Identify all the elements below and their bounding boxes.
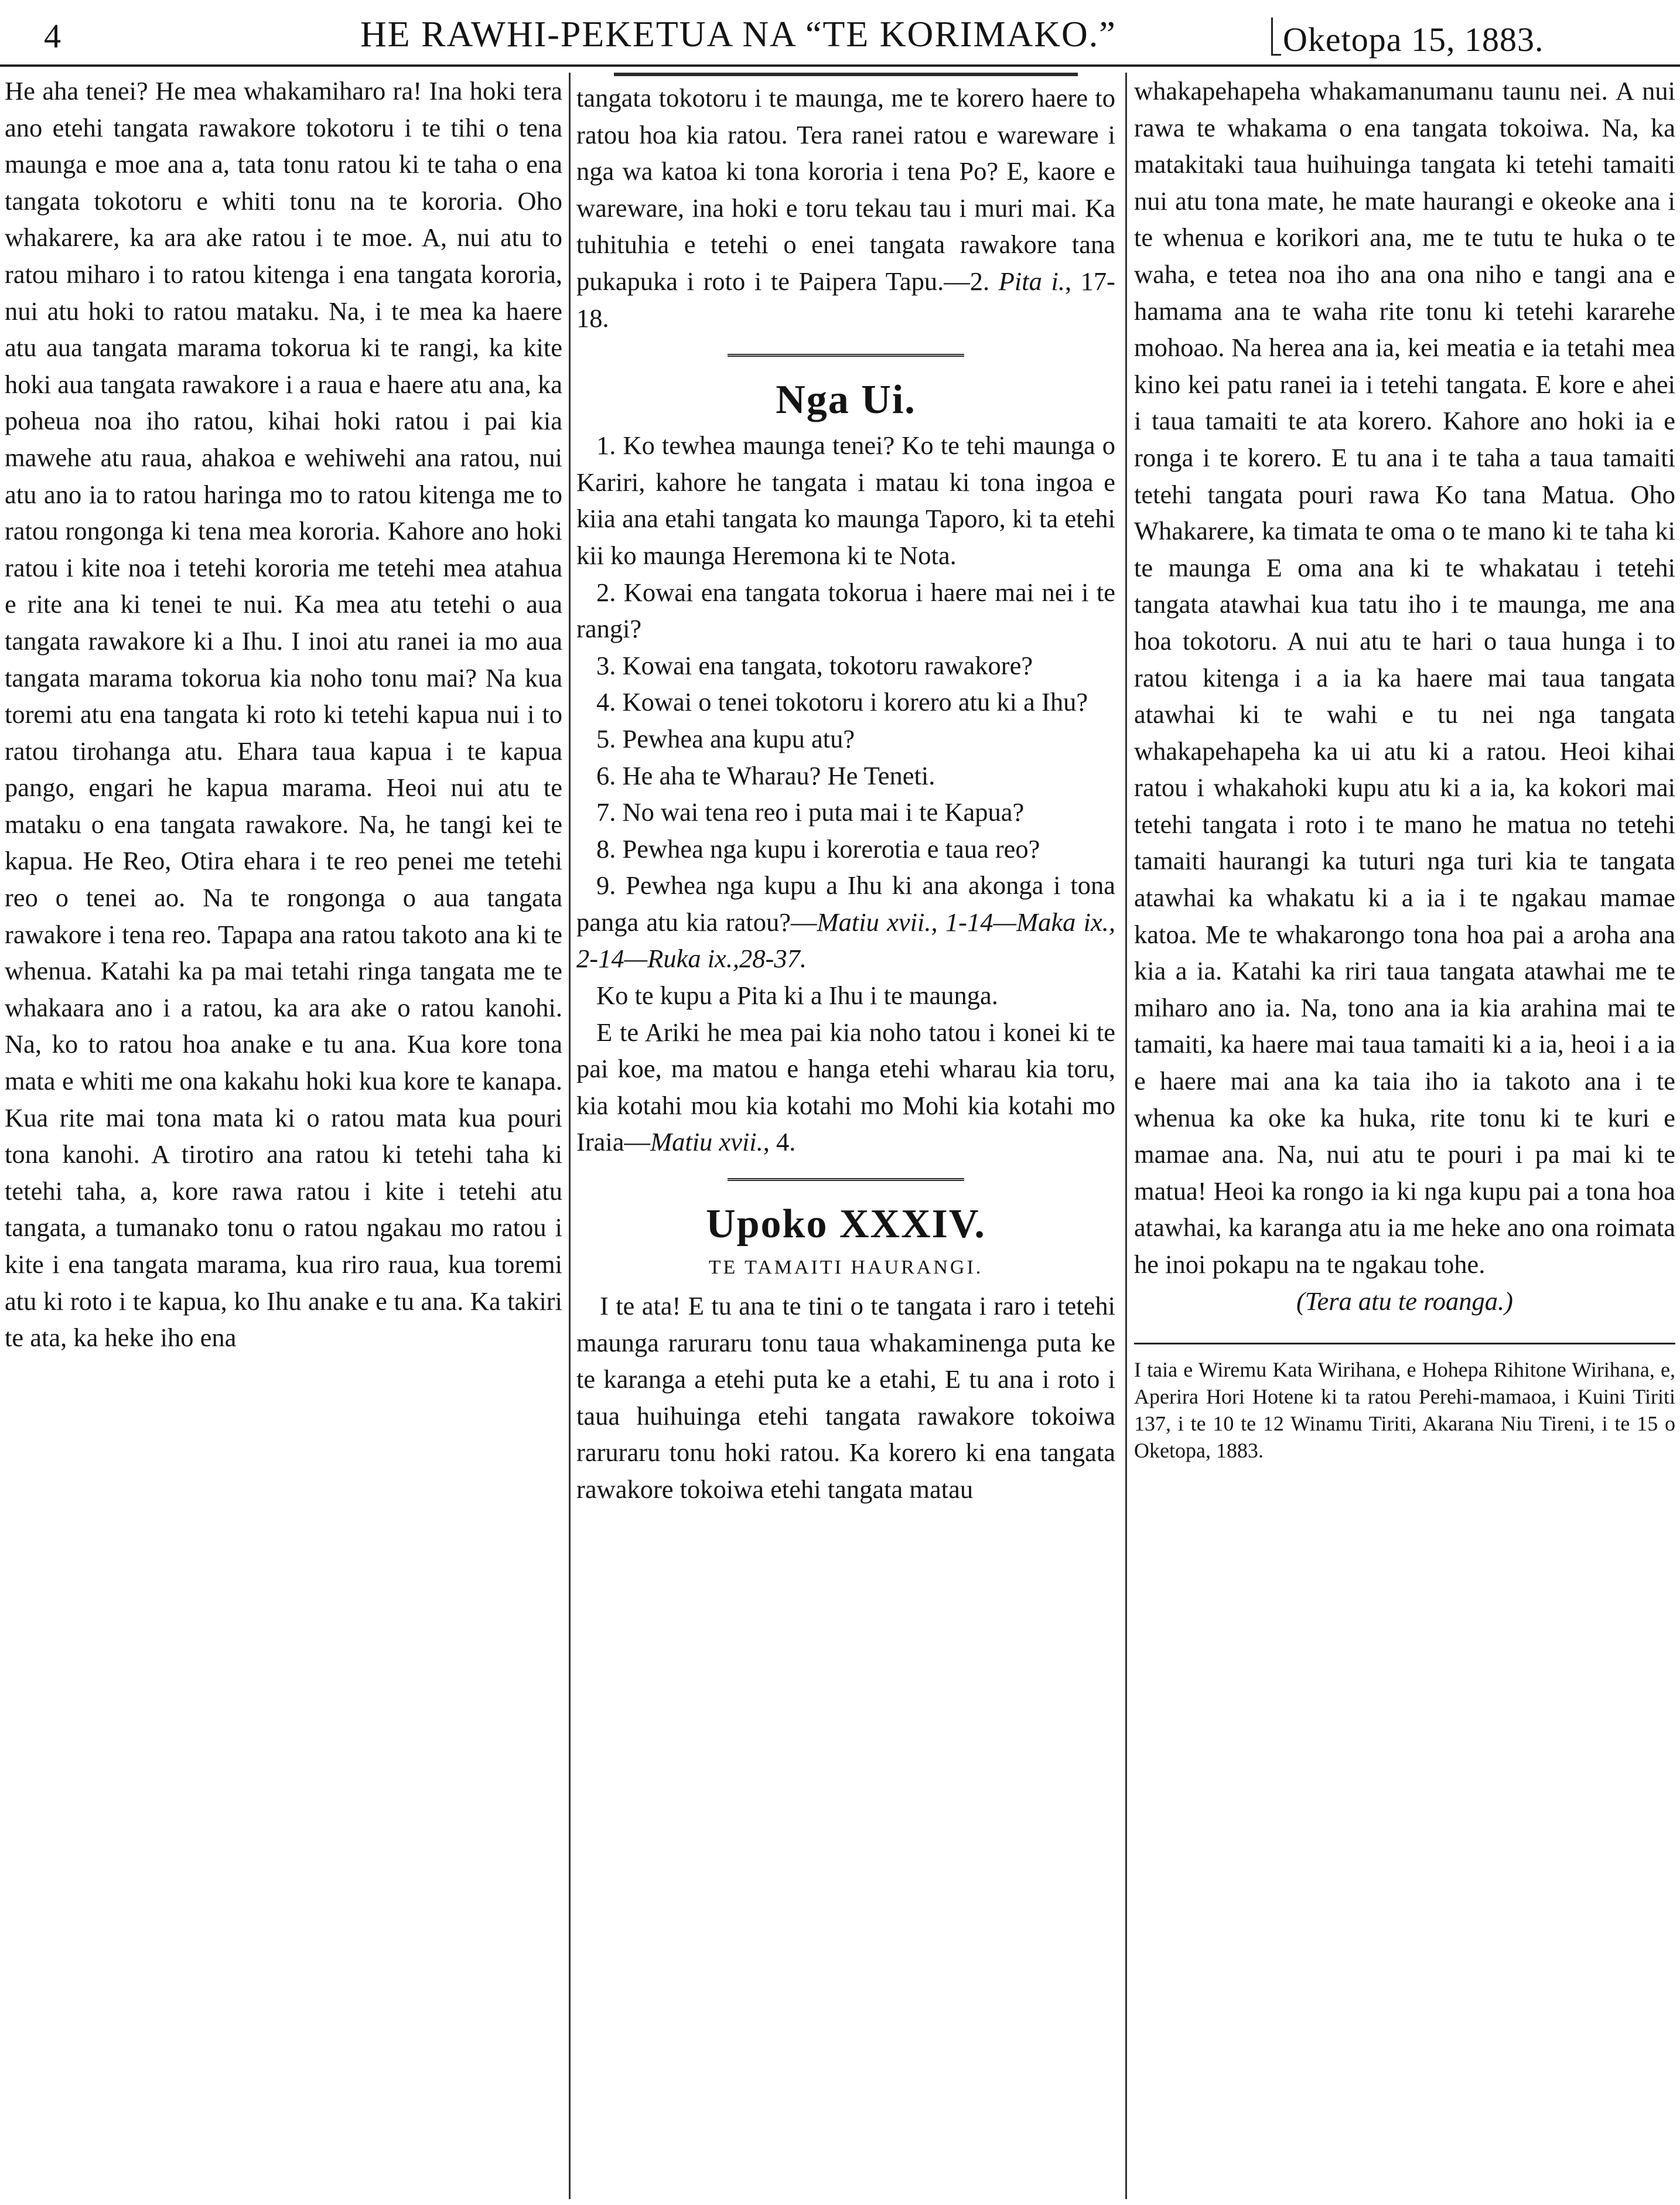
question-item: 3. Kowai ena tangata, tokotoru rawakore?: [596, 650, 1033, 680]
header-rule: [0, 64, 1680, 67]
column-divider: [1125, 73, 1127, 2199]
question-item: 1. Ko tewhea maunga tenei? Ko te tehi maunga o Kariri, kahore he tangata i matau ki tona ingoa e kiia ana etahi tangata ko maunga Taporo, ki ta etehi kii ko maunga Heremona ki te Nota.: [576, 431, 1115, 570]
column-divider: [569, 73, 571, 2199]
question-item: 8. Pewhea nga kupu i korerotia e taua reo?: [596, 834, 1040, 863]
question-item: 5. Pewhea ana kupu atu?: [596, 723, 855, 753]
question-item-9: 9. Pewhea nga kupu a Ihu ki ana akonga i tona panga atu kia ratou?—Matiu xvii., 1-14—Maka ix., 2-14—Ruka ix.,28-37.: [576, 871, 1115, 974]
column-3: [1134, 73, 1675, 2193]
question-item: 4. Kowai o tenei tokotoru i korero atu ki a Ihu?: [596, 687, 1088, 717]
issue-date: Oketopa 15, 1883.: [1283, 21, 1544, 59]
column-1: [5, 73, 562, 2193]
page-header: [0, 0, 1680, 64]
printer-imprint: I taia e Wiremu Kata Wirihana, e Hohepa Rihitone Wirihana, e, Aperira Hori Hotene ki ta ratou Perehi-mamaoa, i Kuini Tiriti 137, i te 10 te 12 Winamu Tiriti, Akarana Niu Tireni, i te 15 o Oketopa, 1883.: [1134, 1358, 1675, 1463]
section-divider: [728, 1178, 965, 1183]
story-continuation-text: He aha tenei? He mea whakamiharo ra! Ina hoki tera ano etehi tangata rawakore tokotoru i te tihi o tena maunga e moe ana a, tata tonu ratou ki te taha o ena tangata tokotoru e whiti tonu na te kororia. Oho whakarere, ka ara ake ratou i te moe. A, nui atu to ratou miharo i to ratou kitenga i ena tangata kororia, nui atu hoki to ratou mataku. Na, i te mea ka haere atu aua tangata marama tokorua ki te rangi, ka kite hoki aua tangata rawakore i a raua e haere atu ana, ka poheua noa iho ratou, kihai hoki ratou i pai kia mawehe atu raua, ahakoa e wehiwehi ana ratou, nui atu ano ia to ratou haringa mo to ratou kitenga me to ratou rongonga ki tena mea kororia. Kahore ano hoki ratou i kite noa i tetehi kororia me tetehi mea atahua e rite ana ki tenei te nui. Ka mea atu tetehi o aua tangata rawakore ki a Ihu. I inoi atu ranei ia mo aua tangata marama tokorua kia noho tonu mai? Na kua toremi atu ena tangata ki roto ki tetehi kapua nui i to ratou tirohanga atu. Ehara taua kapua i te kapua pango, engari he kapua marama. Heoi nui atu te mataku o ena tangata rawakore. Na, he tangi kei te kapua. He Reo, Otira ehara i te reo penei me tetehi reo o tenei ao. Na te rongonga o aua tangata rawakore i tena reo. Tapapa ana ratou takoto ana ki te whenua. Katahi ka pa mai tetahi ringa tangata me te whakaara ano i a ratou, ka ara ake o ratou kanohi. Na, ko to ratou hoa anake e tu ana. Kua kore tona mata e whiti me ona kakahu hoki kua kore te kanapa. Kua rite mai tona mata ki o ratou mata kua pouri tona kanohi. A tirotiro ana ratou ki tetehi taha ki tetehi taha, a, kore rawa ratou i kite i tetehi atu tangata, a tumanako tonu o ratou ngakau mo ratou i kite i ena tangata marama, kua riro raua, kua toremi atu ki roto i te kapua, ko Ihu anake e tu ana. Ka takiri te ata, ka heke iho ena: [5, 76, 562, 1353]
newspaper-title: HE RAWHI-PEKETUA NA “TE KORIMAKO.”: [360, 15, 1116, 54]
question-item: 2. Kowai ena tangata tokorua i haere mai nei i te rangi?: [576, 577, 1115, 644]
question-item: 7. No wai tena reo i puta mai i te Kapua?: [596, 797, 1025, 827]
to-be-continued-note: (Tera atu te roanga.): [1296, 1286, 1513, 1316]
pita-quote: E te Ariki he mea pai kia noho tatou i konei ki te pai koe, ma matou e hanga etehi wharau kia toru, kia kotahi mou kia kotahi mo Mohi kia kotahi mo Iraia—Matiu xvii., 4.: [576, 1017, 1115, 1157]
story-ending-text: tangata tokotoru i te maunga, me te korero haere to ratou hoa kia ratou. Tera ranei ratou e wareware i nga wa katoa ki tona kororia i tena Po? E, kaore e wareware, ina hoki e toru tekau tau i muri mai. Ka tuhituhia e tetehi o enei tangata rawakore tana pukapuka i roto i te Paipera Tapu.—2. Pita i., 17-18.: [576, 83, 1115, 333]
chapter-text: I te ata! E tu ana te tini o te tangata i raro i tetehi maunga raruraru tonu taua whakaminenga puta ke te karanga a etehi puta ke a etahi, E tu ana i roto i taua huihuinga etehi tangata rawakore tokoiwa raruraru tonu hoki ratou. Ka korero ki ena tangata rawakore tokoiwa etehi tangata matau: [576, 1291, 1115, 1504]
imprint-rule: [1134, 1343, 1675, 1344]
page-number: 4: [44, 17, 61, 55]
chapter-continuation-text: whakapehapeha whakamanumanu taunu nei. A nui rawa te whakama o ena tangata tokoiwa. Na, ka matakitaki taua huihuinga tangata ki tetehi tamaiti nui atu tona mate, he mate haurangi e okeoke ana i te whenua e korikori ana, me te tutu te huka o te waha, e tetea noa iho ana ona niho e tangi ana e hamama ana te waha rite tonu ki tetehi kararehe mohoao. Na herea ana ia, kei meatia e ia tetahi mea kino kei patu ranei ia i tetehi tangata. E kore e ahei i taua tamaiti te ata korero. Kahore ano hoki ia e ronga i te korero. E tu ana i te taha a taua tamaiti tetehi tangata pouri rawa Ko tana Matua. Oho Whakarere, ka timata te oma o te mano ki te taha ki te maunga E oma ana ki te whakatau i tetehi tangata atawhai kua tatu iho i te maunga, me ana hoa tokotoru. A nui atu te hari o taua hunga i to ratou kitenga i a ia ka haere mai taua tangata atawhai ki te wahi e tu nei nga tangata whakapehapeha ka ui atu ki a ratou. Heoi kihai ratou i whakahoki kupu atu ki a ia, ka kokori mai tetehi tangata i roto i te mano he matua no tetehi tamaiti haurangi ka tuturi nga turi kia te tangata atawhai ka whakatu ki a ia i te ngakau mamae katoa. Me te whakarongo tona hoa pai a aroha ana kia a ia. Katahi ka riri taua tangata atawhai me te miharo ano ia. Na, tono ana ia kia arahina mai te tamaiti, ka haere mai taua tamaiti ki a ia, heoi i a ia e haere mai ana ka taia iho ia takoto ana i te whenua ka oke ka huka, rite tonu ki te kuri e mamae ana. Na, nui atu te pouri i pa mai ki te matua! Heoi ka rongo ia ki nga kupu pai a tona hoa atawhai, ka karanga atu ia me heke ano ona roimata he inoi pokapu na te ngakau tohe.: [1134, 76, 1675, 1279]
questions-heading: Nga Ui.: [776, 377, 916, 423]
chapter-subtitle: TE TAMAITI HAURANGI.: [708, 1257, 984, 1279]
date-bracket: [1271, 18, 1281, 56]
column-top-bar: [614, 73, 1077, 76]
question-item: 6. He aha te Wharau? He Teneti.: [596, 760, 935, 790]
column-2: [576, 73, 1115, 2193]
pita-quote-intro: Ko te kupu a Pita ki a Ihu i te maunga.: [596, 981, 998, 1011]
chapter-heading: Upoko XXXIV.: [706, 1202, 986, 1247]
section-divider: [728, 354, 965, 359]
